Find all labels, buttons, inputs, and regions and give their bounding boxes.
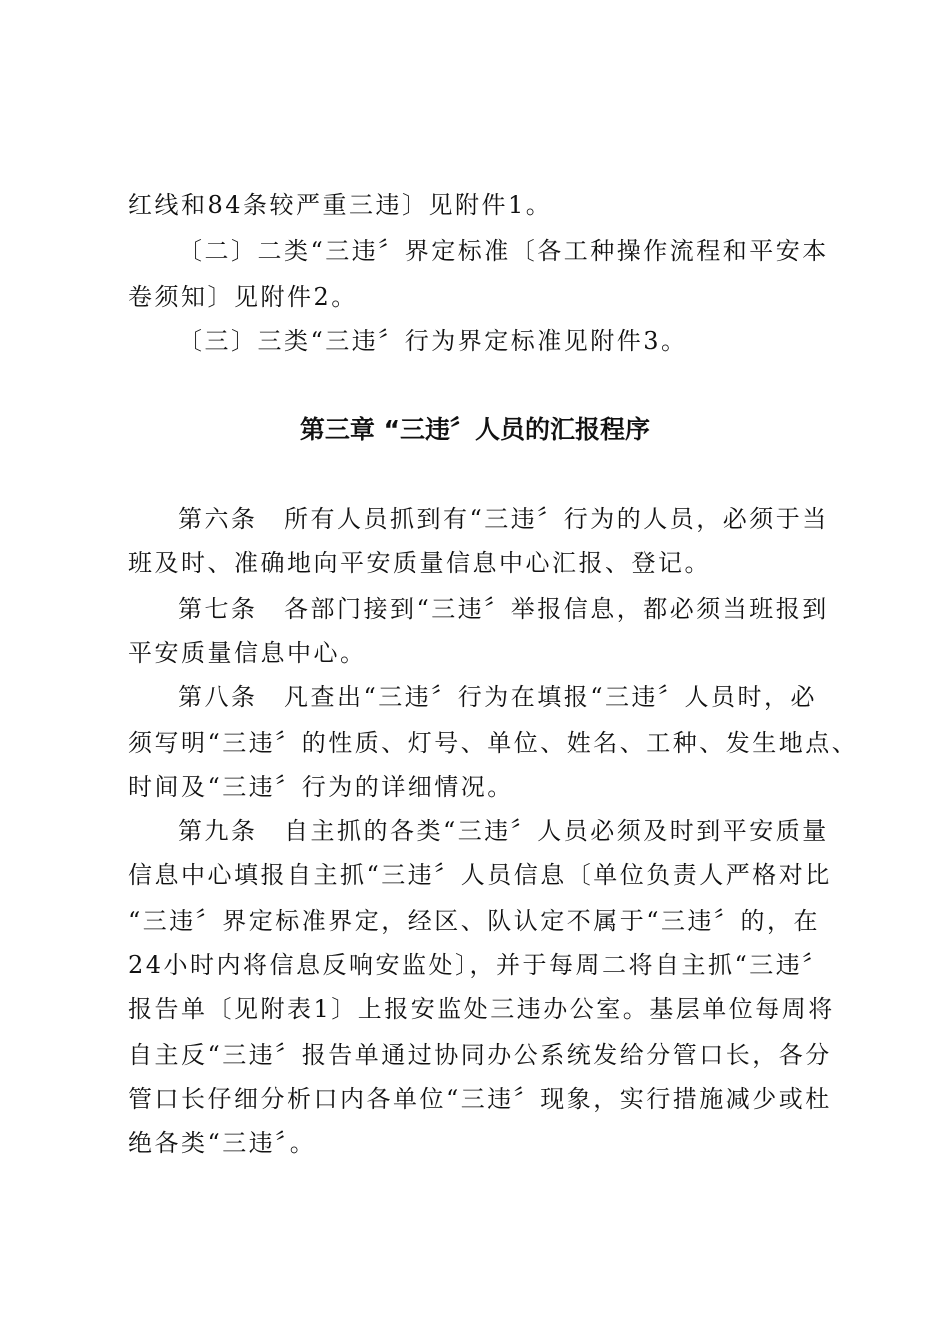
text-line: 第六条 所有人员抓到有“三违〞行为的人员，必须于当	[178, 505, 829, 533]
text-line: 第九条 自主抓的各类“三违〞人员必须及时到平安质量	[178, 817, 829, 845]
text-line: 自主反“三违〞报告单通过协同办公系统发给分管口长，各分	[128, 1041, 832, 1069]
text-line: “三违〞界定标准界定，经区、队认定不属于“三违〞的，在	[128, 907, 821, 935]
text-line: 班及时、准确地向平安质量信息中心汇报、登记。	[128, 549, 711, 577]
text-line: 24小时内将信息反响安监处〕，并于每周二将自主抓“三违〞	[128, 951, 829, 979]
text-line: 〔二〕二类“三违〞界定标准〔各工种操作流程和平安本	[178, 237, 829, 265]
text-line: 时间及“三违〞行为的详细情况。	[128, 773, 514, 801]
text-line: 第八条 凡查出“三违〞行为在填报“三违〞人员时，必	[178, 683, 818, 711]
text-line: 绝各类“三违〞。	[128, 1129, 317, 1157]
text-line: 信息中心填报自主抓“三违〞人员信息〔单位负责人严格对比	[128, 861, 832, 889]
text-line: 报告单〔见附表1〕上报安监处三违办公室。基层单位每周将	[128, 995, 835, 1023]
text-line: 管口长仔细分析口内各单位“三违〞现象，实行措施减少或杜	[128, 1085, 832, 1113]
chapter-title: 第三章 “三违〞人员的汇报程序	[299, 415, 651, 444]
text-line: 第七条 各部门接到“三违〞举报信息，都必须当班报到	[178, 595, 829, 623]
text-line: 〔三〕三类“三违〞行为界定标准见附件3。	[178, 327, 688, 355]
text-line: 平安质量信息中心。	[128, 639, 367, 667]
text-line: 红线和84条较严重三违〕见附件1。	[128, 191, 553, 219]
text-line: 须写明“三违〞的性质、灯号、单位、姓名、工种、发生地点、	[128, 729, 859, 757]
text-line: 卷须知〕见附件2。	[128, 283, 358, 311]
